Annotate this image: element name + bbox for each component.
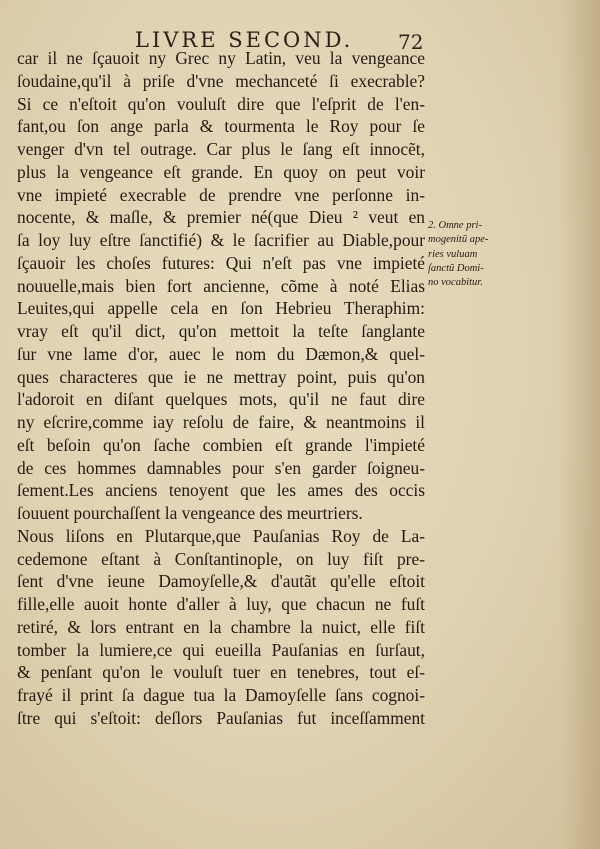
text-line: frayé il print ſa dague tua la Damoyſelle ſans cognoi-	[17, 685, 425, 705]
text-line: cedemone eſtant à Conſtantinople, on luy fiſt pre-	[17, 548, 425, 569]
text-line: car il ne ſçauoit ny Grec ny Latin, veu la vengeance	[17, 48, 425, 68]
text-line: ſa loy luy eſtre ſanctifié) & le ſacrifier au Diable,pour	[17, 230, 425, 250]
text-line: eſt beſoin qu'on ſache combien eſt grande l'impieté	[17, 434, 425, 455]
text-line: ſement.Les anciens tenoyent que les ames des occis	[17, 480, 425, 501]
text-line: & penſant qu'on le vouluſt tuer en tenebres, tout eſ-	[17, 662, 425, 683]
text-line: Leuites,qui appelle cela en ſon Hebrieu Theraphim:	[17, 298, 425, 319]
text-line: ſur vne lame d'or, auec le nom du Dæmon,& quel-	[17, 343, 425, 364]
text-line: ſouuent pourchaſſent la vengeance des meurtriers.	[17, 503, 363, 523]
text-line: fant,ou ſon ange parla & tourmenta le Roy pour ſe	[17, 116, 425, 137]
margin-note-line: mogenitũ ape-	[428, 234, 489, 246]
page-edge-shadow	[560, 0, 600, 849]
text-line: Si ce n'eſtoit qu'on vouluſt dire que l'eſprit de l'en-	[17, 93, 425, 114]
text-line: vne impieté execrable de prendre vne perſonne in-	[17, 184, 425, 205]
margin-note-line: ries vuluam	[428, 248, 478, 260]
text-line: tomber la lumiere,ce qui eueilla Pauſanias en ſurſaut,	[17, 639, 425, 660]
text-line: ques characteres que ie ne mettray point, puis qu'on	[17, 366, 425, 387]
text-line: retiré, & lors entrant en la chambre la nuict, elle fiſt	[17, 616, 425, 637]
main-text-block	[17, 47, 425, 730]
text-line: plus la vengeance eſt grande. En quoy on peut voir	[17, 161, 425, 182]
text-line: nocente, & maſle, & premier né(que Dieu ² veut en	[17, 207, 425, 228]
page-number: 72	[398, 30, 424, 54]
text-line: Nous liſons en Plutarque,que Pauſanias Roy de La-	[17, 525, 425, 546]
text-line: fille,elle auoit honte d'aller à luy, que chacun ne fuſt	[17, 594, 425, 614]
text-line: l'adoroit en diſant quelques mots, qu'il ne faut dire	[17, 389, 425, 410]
text-line: ſçauoir les choſes futures: Qui n'eſt pas vne impieté	[17, 252, 425, 273]
text-line: vray eſt qu'il dict, qu'on mettoit la teſte ſanglante	[17, 321, 425, 341]
margin-note-line: no vocabitur.	[428, 277, 483, 289]
running-head: LIVRE SECOND.	[135, 28, 354, 52]
text-line: ny eſcrire,comme iay reſolu de faire, & neantmoins il	[17, 412, 425, 432]
text-line: ſoudaine,qu'il à priſe d'vne mechanceté ſi execrable?	[17, 70, 425, 91]
text-line: de ces hommes damnables pour s'en garder ſoigneu-	[17, 457, 425, 478]
text-line: ſent d'vne ieune Damoyſelle,& d'autãt qu'elle eſtoit	[17, 571, 425, 592]
text-line: ſtre qui s'eſtoit: deſlors Pauſanias fut inceſſamment	[17, 707, 425, 728]
text-line: nouuelle,mais bien fort ancienne, cõme à noté Elias	[17, 275, 425, 296]
margin-note-line: ſanctũ Domi-	[428, 262, 484, 274]
margin-note-line: 2. Omne pri-	[428, 220, 482, 231]
text-line: venger d'vn tel outrage. Car plus le ſang eſt innocẽt,	[17, 139, 425, 159]
marginal-note	[428, 219, 518, 290]
